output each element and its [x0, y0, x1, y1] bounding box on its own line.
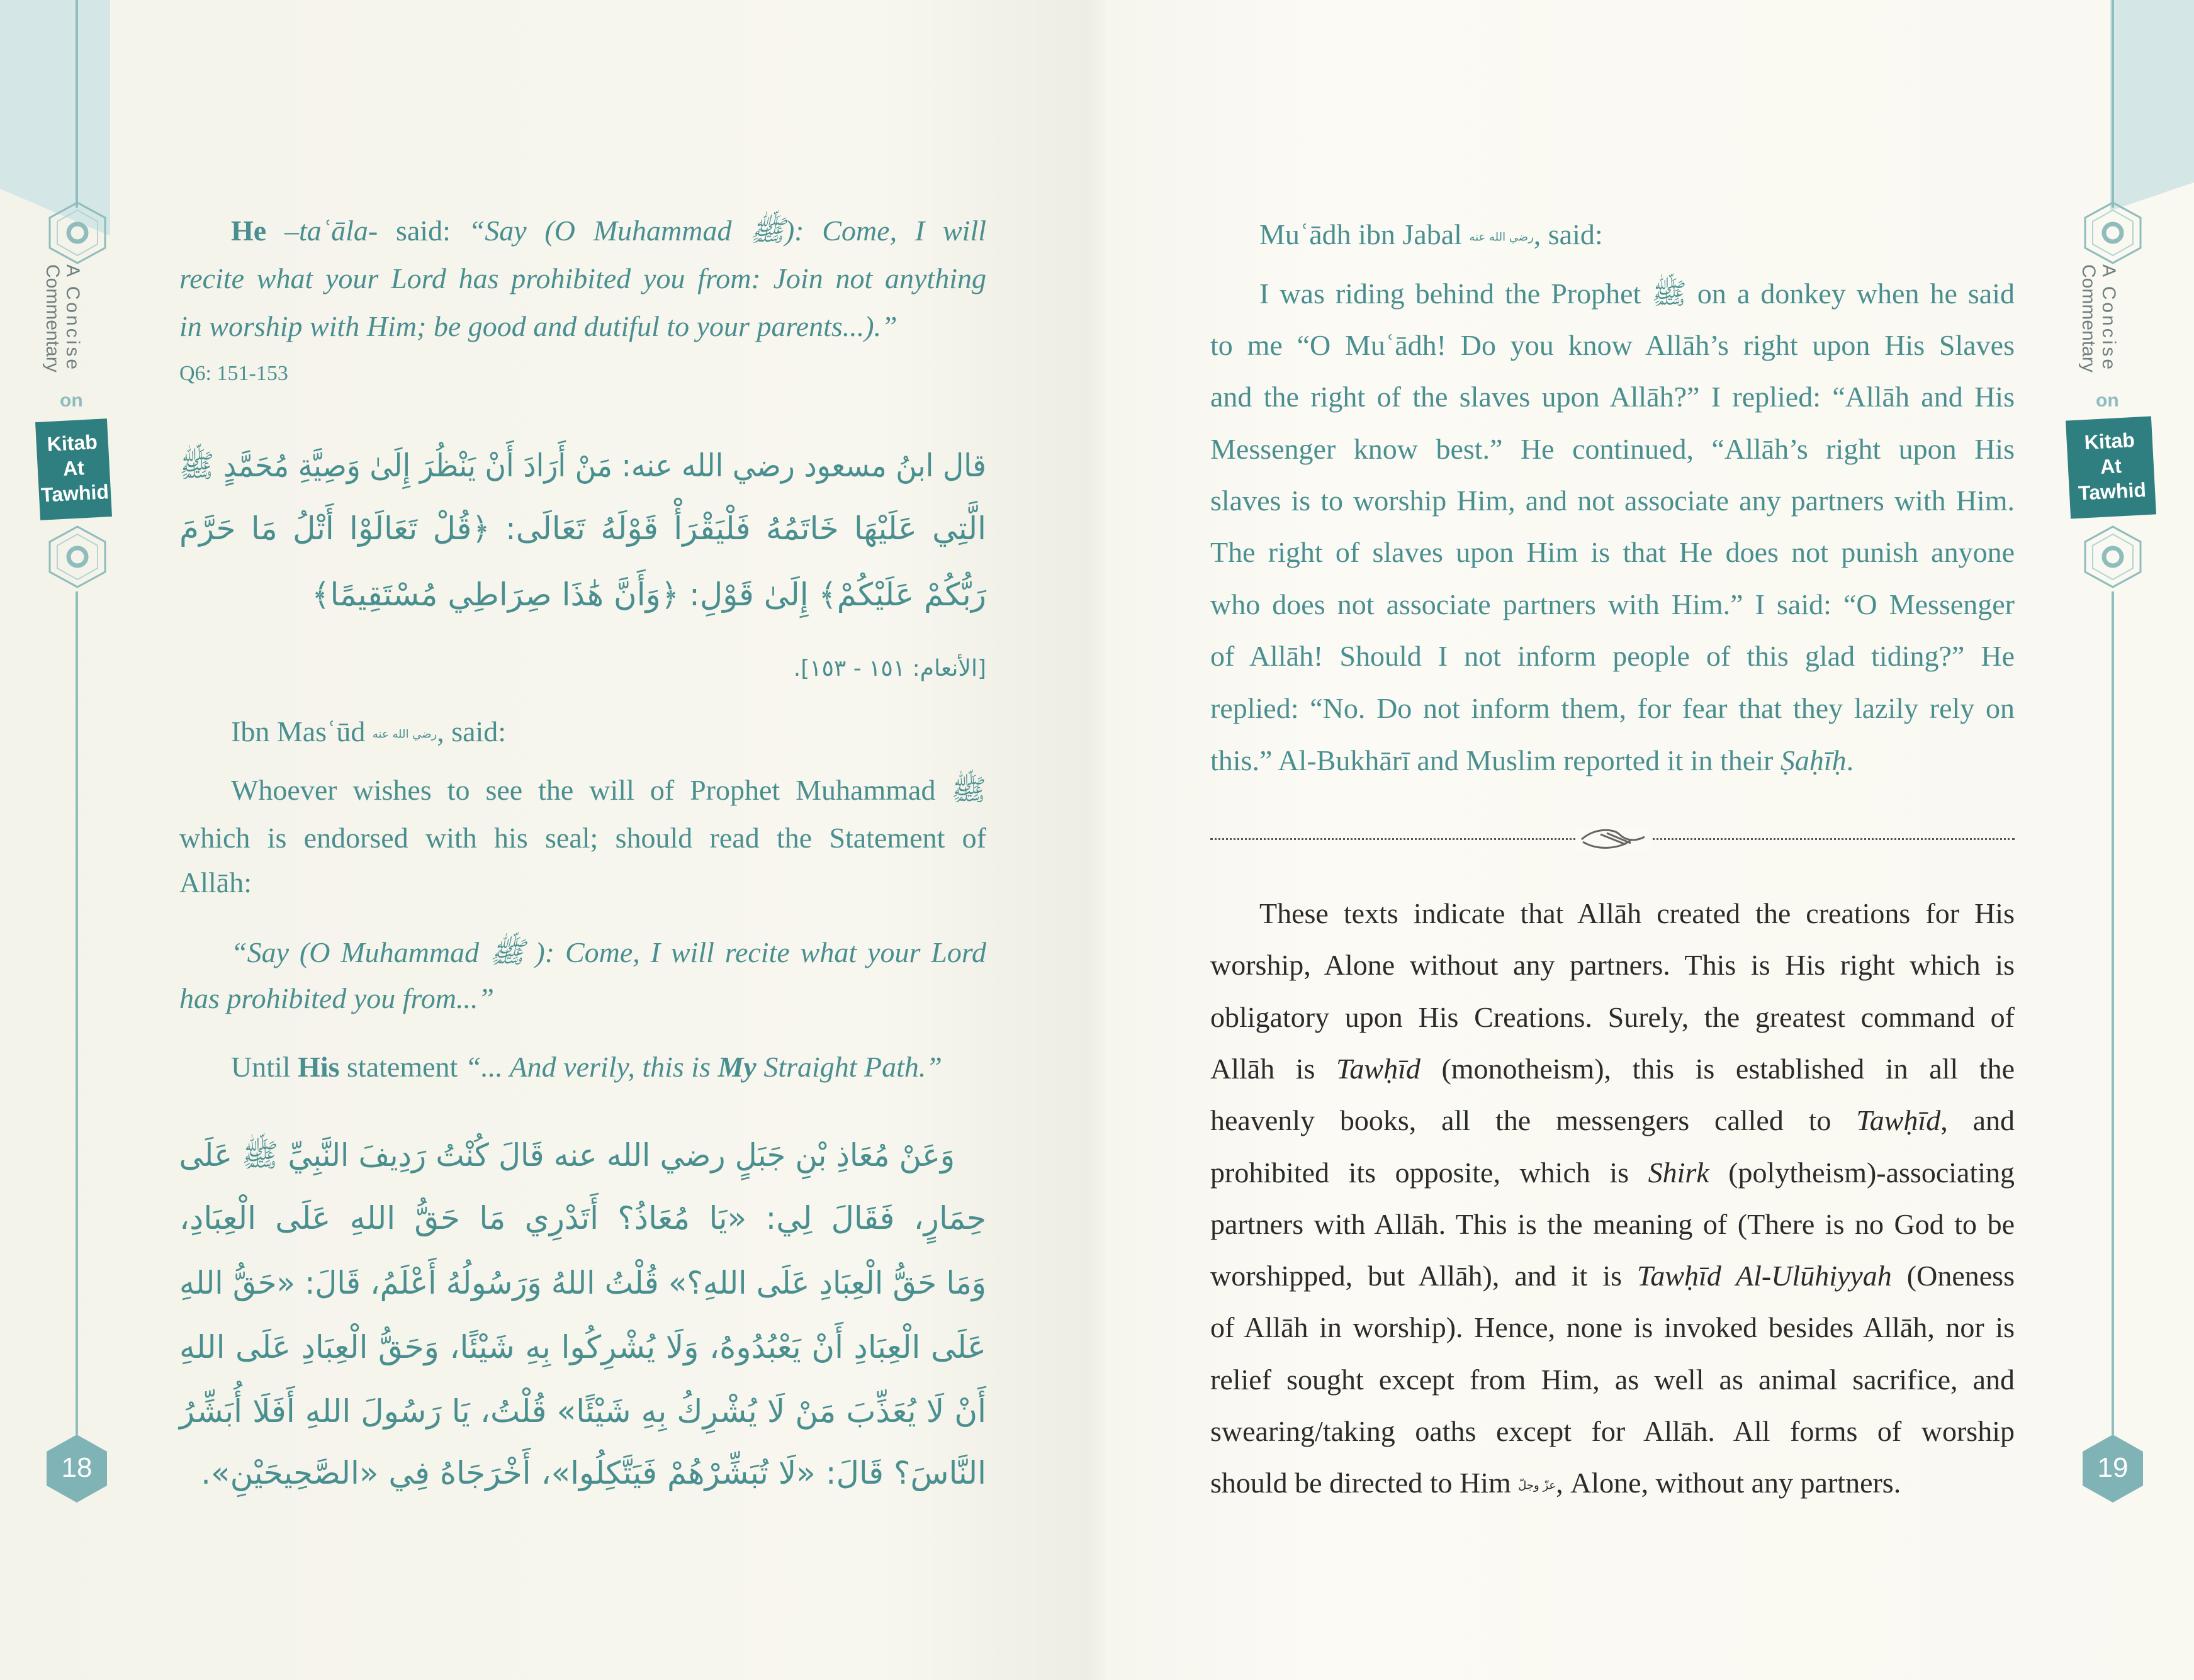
text-run: and the right of the slaves upon Allāh?” I replied: “Allāh and His: [1210, 381, 2015, 413]
text-run: relief sought except from Him, as well as animal sacrifice, and: [1210, 1364, 2015, 1396]
text-run: in worship with Him; be good and dutiful to your parents...).”: [179, 310, 897, 342]
side-tab-title: A Concise: [62, 264, 83, 372]
text-line: [1210, 734, 2015, 787]
text-line: [1210, 371, 2015, 423]
hexagon-ornament-icon: [2084, 201, 2142, 264]
text-run: , said:: [437, 715, 507, 748]
text-run: partners with Allāh. This is the meaning of (There is no God to be: [1210, 1208, 2015, 1240]
text-line: [1210, 1094, 2015, 1147]
text-line: [1210, 1457, 2015, 1509]
text-line: [1210, 1198, 2015, 1251]
text-line: [231, 926, 986, 979]
text-run: “Say (O Muhammad ﷺ): Come, I will: [468, 215, 986, 247]
text-line: [179, 300, 986, 353]
text-line: [1210, 1301, 2015, 1354]
text-line: [1210, 474, 2015, 527]
text-run: has prohibited you from...”: [179, 982, 495, 1014]
text-line: [179, 252, 986, 305]
text-line: [1210, 1353, 2015, 1406]
side-tab-subtitle: Commentary: [2078, 264, 2099, 372]
tab-word: At: [62, 456, 85, 480]
arabic-text-line: حِمَارٍ، فَقَالَ لِي: «يَا مُعَاذُ؟ أَتَدْرِي مَا حَقُّ اللهِ عَلَى الْعِبَادِ،: [179, 1200, 986, 1236]
right-page: [1097, 0, 2194, 1680]
tab-word: Kitab: [2083, 428, 2135, 454]
arabic-text-line: وَعَنْ مُعَاذِ بْنِ جَبَلٍ رضي الله عنه قَالَ كُنْتُ رَدِيفَ النَّبِيِّ ﷺ عَلَى: [179, 1137, 955, 1173]
text-run: heavenly books, all the messengers called to: [1210, 1104, 1857, 1136]
honorific: رضي الله عنه: [1469, 230, 1534, 244]
text-run: Q6: 151-153: [179, 362, 288, 385]
text-run: , said:: [1533, 218, 1603, 250]
text-line: [1210, 630, 2015, 683]
text-run: of Allāh in worship). Hence, none is invoked besides Allāh, nor is: [1210, 1311, 2015, 1343]
text-line: [1210, 939, 2015, 992]
arabic-text-line: النَّاسَ؟ قَالَ: «لَا تُبَشِّرْهُمْ فَيَتَّكِلُوا»، أَخْرَجَاهُ فِي «الصَّحِيحَيْنِ».: [201, 1455, 986, 1491]
text-run: His: [298, 1051, 340, 1083]
text-run: - said:: [368, 215, 469, 247]
arabic-text-line: وَمَا حَقُّ الْعِبَادِ عَلَى اللهِ؟» قُلْتُ اللهُ وَرَسُولُهُ أَعْلَمُ، قَالَ: «حَقُّ اللهِ: [179, 1265, 986, 1301]
text-run: –: [266, 215, 299, 247]
corner-shade: [2110, 0, 2194, 214]
text-line: [1259, 887, 2015, 940]
text-run: My: [717, 1051, 757, 1083]
text-run: taʿāla: [298, 215, 368, 247]
arabic-reference: [الأنعام: ١٥١ - ١٥٣].: [793, 656, 986, 681]
arabic-text-line: قال ابنُ مسعود رضي الله عنه: مَنْ أَرَادَ أَنْ يَنْظُرَ إِلَىٰ وَصِيَّةِ مُحَمَّدٍ ﷺ: [179, 447, 986, 484]
text-run: “... And verily, this is: [464, 1051, 718, 1083]
text-line: [1210, 991, 2015, 1044]
flourish-ornament-icon: [1575, 826, 1651, 853]
page-number-badge: [2083, 1435, 2143, 1503]
text-run: Tawḥīd: [1856, 1104, 1941, 1136]
text-run: .: [1846, 744, 1854, 776]
text-run: Muʿādh ibn Jabal: [1259, 218, 1470, 250]
text-line: [1210, 682, 2015, 735]
arabic-text-line: رَبُّكُمْ عَلَيْكُمْ﴾ إِلَىٰ قَوْلِ: ﴿وَأَنَّ هَٰذَا صِرَاطِي مُسْتَقِيمًا﴾: [312, 576, 986, 613]
page-number: 19: [2097, 1452, 2129, 1483]
text-line: [231, 1041, 986, 1094]
text-line: [1259, 267, 2015, 320]
text-line: [1210, 1250, 2015, 1302]
side-tab-box: [35, 418, 112, 520]
hexagon-ornament-icon: [48, 201, 106, 264]
text-run: Ibn Masʿūd: [231, 715, 373, 748]
text-run: Messenger know best.” He continued, “Allāh’s right upon His: [1210, 433, 2015, 465]
text-run: which is endorsed with his seal; should read the Statement of: [179, 822, 986, 854]
text-run: The right of slaves upon Him is that He does not punish anyone: [1210, 536, 2015, 568]
tab-word: Tawhid: [40, 480, 110, 507]
hexagon-ornament-icon: [48, 525, 106, 588]
text-run: Allāh is: [1210, 1053, 1337, 1085]
text-run: worship, Alone without any partners. This is His right which is: [1210, 949, 2015, 981]
text-run: (monotheism), this is established in all the: [1420, 1053, 2015, 1085]
text-line: [231, 204, 986, 257]
text-run: I was riding behind the Prophet ﷺ on a donkey when he said: [1259, 277, 2015, 310]
arabic-text-line: أَنْ لَا يُعَذِّبَ مَنْ لَا يُشْرِكُ بِهِ شَيْئًا» قُلْتُ، يَا رَسُولَ اللهِ أَفَلَا أُبَشِّرُ: [179, 1393, 986, 1430]
side-rule: [76, 0, 78, 208]
text-run: , and: [1940, 1104, 2015, 1136]
verse-reference: [179, 347, 986, 400]
text-run: should be directed to Him: [1210, 1467, 1519, 1499]
text-line: [1210, 319, 2015, 372]
tab-word: At: [2100, 454, 2122, 478]
text-run: (Oneness: [1891, 1260, 2015, 1292]
arabic-text-line: الَّتِي عَلَيْهَا خَاتَمُهُ فَلْيَقْرَأْ قَوْلَهُ تَعَالَى: ﴿قُلْ تَعَالَوْا أَتْلُ مَا حَرَّمَ: [179, 510, 986, 547]
tab-word: Kitab: [46, 430, 98, 456]
text-line: [1210, 1043, 2015, 1095]
text-run: replied: “No. Do not inform them, for fear that they lazily rely on: [1210, 692, 2015, 724]
honorific: عزّ وجلّ: [1518, 1479, 1556, 1492]
honorific: رضي الله عنه: [372, 727, 437, 741]
text-run: swearing/taking oaths except for Allāh. All forms of worship: [1210, 1415, 2015, 1447]
side-rule: [2112, 0, 2114, 208]
text-run: to me “O Muʿādh! Do you know Allāh’s right upon His Slaves: [1210, 329, 2015, 361]
text-run: prohibited its opposite, which is: [1210, 1156, 1648, 1189]
text-run: Whoever wishes to see the will of Prophet Muhammad ﷺ: [231, 774, 986, 806]
text-line: [1210, 1146, 2015, 1199]
text-run: obligatory upon His Creations. Surely, the greatest command of: [1210, 1001, 2015, 1033]
text-run: statement: [339, 1051, 465, 1083]
page-number: 18: [61, 1452, 93, 1483]
text-line: [231, 705, 986, 758]
side-rule: [76, 591, 78, 1435]
text-run: Straight Path.”: [756, 1051, 943, 1083]
text-line: [1210, 578, 2015, 631]
text-run: Ṣaḥīḥ: [1780, 744, 1847, 776]
tab-word: Tawhid: [2078, 478, 2147, 505]
text-run: He: [231, 215, 267, 247]
side-tab-subtitle: Commentary: [42, 264, 63, 372]
text-line: [179, 972, 986, 1025]
text-run: Tawḥīd Al-Ulūhiyyah: [1637, 1260, 1892, 1292]
text-run: of Allāh! Should I not inform people of this glad tiding?” He: [1210, 640, 2015, 672]
text-line: [1210, 423, 2015, 476]
text-run: Allāh:: [179, 866, 252, 899]
text-run: Shirk: [1648, 1156, 1709, 1189]
text-run: recite what your Lord has prohibited you from: Join not anything: [179, 262, 986, 294]
text-run: slaves is to worship Him, and not associate any partners with Him.: [1210, 484, 2015, 517]
side-tab-box: [2066, 417, 2156, 519]
text-line: [1210, 1405, 2015, 1458]
text-line: [1259, 208, 2015, 261]
text-run: These texts indicate that Allāh created the creations for His: [1259, 897, 2015, 929]
arabic-text-line: عَلَى الْعِبَادِ أَنْ يَعْبُدُوهُ، وَلَا يُشْرِكُوا بِهِ شَيْئًا، وَحَقُّ الْعِبَادِ عَلَى اللهِ: [179, 1329, 986, 1365]
side-tab-on: on: [2096, 390, 2119, 411]
hexagon-ornament-icon: [2084, 525, 2142, 588]
text-run: , Alone, without any partners.: [1556, 1467, 1901, 1499]
text-line: [179, 856, 986, 909]
text-run: who does not associate partners with Him.” I said: “O Messenger: [1210, 588, 2015, 620]
side-tab-title: A Concise: [2098, 264, 2119, 372]
text-run: (polytheism)-associating: [1709, 1156, 2015, 1189]
text-run: “Say (O Muhammad ﷺ ): Come, I will recite what your Lord: [231, 936, 987, 968]
side-rule: [2112, 591, 2114, 1435]
side-tab-on: on: [60, 390, 83, 411]
text-run: this.” Al-Bukhārī and Muslim reported it in their: [1210, 744, 1781, 776]
text-run: Tawḥīd: [1336, 1053, 1420, 1085]
text-run: worshipped, but Allāh), and it is: [1210, 1260, 1638, 1292]
text-run: Until: [231, 1051, 298, 1083]
text-line: [1210, 526, 2015, 579]
text-line: [231, 764, 986, 817]
page-number-badge: [47, 1435, 107, 1503]
